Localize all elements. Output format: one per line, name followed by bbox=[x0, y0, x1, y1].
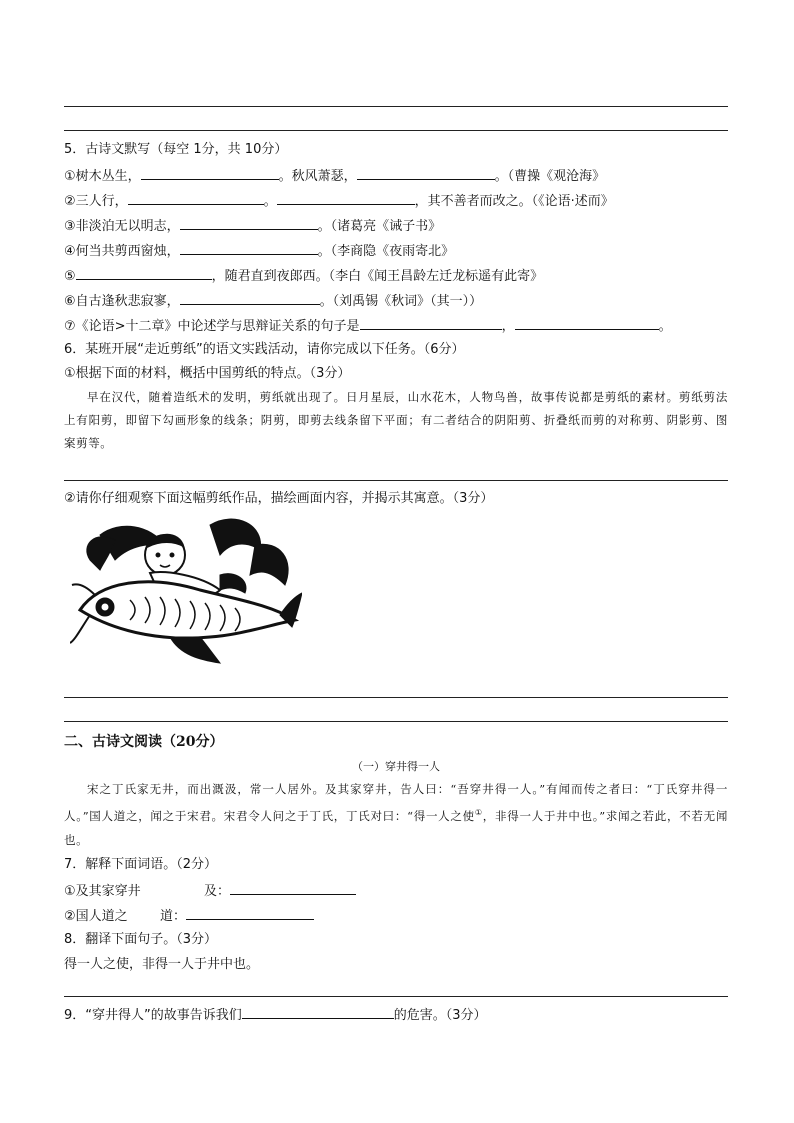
fill-blank[interactable] bbox=[277, 192, 415, 205]
q5-line-3 bbox=[64, 217, 441, 235]
answer-line bbox=[64, 996, 728, 997]
answer-line bbox=[64, 130, 728, 131]
q5-text: ⑥自古逢秋悲寂寥， bbox=[64, 294, 180, 309]
q5-text: 。秋风萧瑟， bbox=[278, 169, 357, 184]
q7-key: 及： bbox=[204, 884, 231, 899]
q5-text: 。（刘禹锡《秋词》（其一）） bbox=[319, 294, 483, 309]
answer-line bbox=[64, 721, 728, 722]
q5-line-5 bbox=[64, 267, 543, 285]
fill-blank[interactable] bbox=[242, 1006, 394, 1019]
fill-blank[interactable] bbox=[141, 167, 279, 180]
fill-blank[interactable] bbox=[128, 192, 264, 205]
q7-term: ①及其家穿井 bbox=[64, 884, 141, 899]
passage-part-2: ，非得一人于井中也。”求闻之若此，不若无闻也。 bbox=[64, 808, 728, 847]
fill-blank[interactable] bbox=[76, 267, 212, 280]
fill-blank[interactable] bbox=[230, 882, 356, 895]
q5-line-4 bbox=[64, 242, 454, 260]
answer-line bbox=[64, 480, 728, 481]
q5-text: 。（李商隐《夜雨寄北》 bbox=[317, 244, 455, 259]
paper-cut-image bbox=[70, 515, 302, 665]
q5-text: ⑦《论语>十二章》中论述学与思辩证关系的句子是 bbox=[64, 319, 360, 334]
answer-line bbox=[64, 106, 728, 107]
fill-blank[interactable] bbox=[360, 317, 502, 330]
passage-title: （一）穿井得一人 bbox=[352, 760, 440, 773]
fill-blank[interactable] bbox=[180, 242, 318, 255]
q9-text: 9．“穿井得人”的故事告诉我们 bbox=[64, 1008, 242, 1023]
q5-title: 5．古诗文默写（每空 1分，共 10分） bbox=[64, 142, 288, 157]
q7-term: ②国人道之 bbox=[64, 909, 128, 924]
section-2-title: 二、古诗文阅读（20分） bbox=[64, 734, 224, 750]
q7-key: 道： bbox=[160, 909, 187, 924]
q5-text: 。（曹操《观沧海》 bbox=[494, 169, 606, 184]
q6-sub2: ②请你仔细观察下面这幅剪纸作品，描绘画面内容，并揭示其寓意。（3分） bbox=[64, 491, 494, 506]
passage-part-1: 宋之丁氏家无井，而出溉汲，常一人居外。及其家穿井，告人曰：“吾穿井得一人。”有闻而传之者曰：“丁氏穿井得一人。”国人道之，闻之于宋君。宋君令人问之于丁氏，丁氏对曰：“得一人之使 bbox=[64, 782, 728, 823]
passage-text bbox=[64, 777, 728, 852]
q5-line-1 bbox=[64, 167, 605, 185]
q8-sentence: 得一人之使，非得一人于井中也。 bbox=[64, 957, 260, 972]
footnote-mark: ① bbox=[474, 808, 483, 817]
q5-text: ③非淡泊无以明志， bbox=[64, 219, 180, 234]
fill-blank[interactable] bbox=[357, 167, 495, 180]
fill-blank[interactable] bbox=[186, 907, 314, 920]
fill-blank[interactable] bbox=[515, 317, 659, 330]
q5-text: ②三人行， bbox=[64, 194, 128, 209]
answer-line bbox=[64, 697, 728, 698]
q5-text: 。 bbox=[263, 194, 277, 209]
q5-text: ①树木丛生， bbox=[64, 169, 141, 184]
q7-title: 7．解释下面词语。（2分） bbox=[64, 857, 218, 872]
q6-sub1: ①根据下面的材料，概括中国剪纸的特点。（3分） bbox=[64, 366, 351, 381]
q7-item-b bbox=[64, 907, 314, 925]
q5-text: ，随君直到夜郎西。（李白《闻王昌龄左迁龙标遥有此寄》 bbox=[211, 269, 544, 284]
q5-line-2 bbox=[64, 192, 614, 210]
q5-line-7 bbox=[64, 317, 672, 335]
q5-text: 。 bbox=[658, 319, 672, 334]
fill-blank[interactable] bbox=[180, 292, 320, 305]
q5-line-6 bbox=[64, 292, 482, 310]
q5-text: ④何当共剪西窗烛， bbox=[64, 244, 180, 259]
q8-title: 8．翻译下面句子。（3分） bbox=[64, 932, 218, 947]
q5-text: 。（诸葛亮《诫子书》 bbox=[317, 219, 442, 234]
q9-text: 的危害。（3分） bbox=[393, 1008, 487, 1023]
q6-material: 早在汉代，随着造纸术的发明，剪纸就出现了。日月星辰，山水花木，人物鸟兽，故事传说都是剪纸的素材。剪纸剪法上有阳剪，即留下勾画形象的线条；阴剪，即剪去线条留下平面；有二者结合的阴阳剪、折叠纸而剪的对称剪、阴影剪、图案剪等。 bbox=[64, 390, 728, 450]
q5-text: ， bbox=[501, 319, 515, 334]
fill-blank[interactable] bbox=[180, 217, 318, 230]
q5-text: ，其不善者而改之。（《论语·述而》 bbox=[414, 194, 614, 209]
q5-text: ⑤ bbox=[64, 269, 76, 284]
q6-title: 6．某班开展“走近剪纸”的语文实践活动，请你完成以下任务。（6分） bbox=[64, 342, 465, 357]
q9-line bbox=[64, 1006, 487, 1024]
q7-item-a bbox=[64, 882, 356, 900]
